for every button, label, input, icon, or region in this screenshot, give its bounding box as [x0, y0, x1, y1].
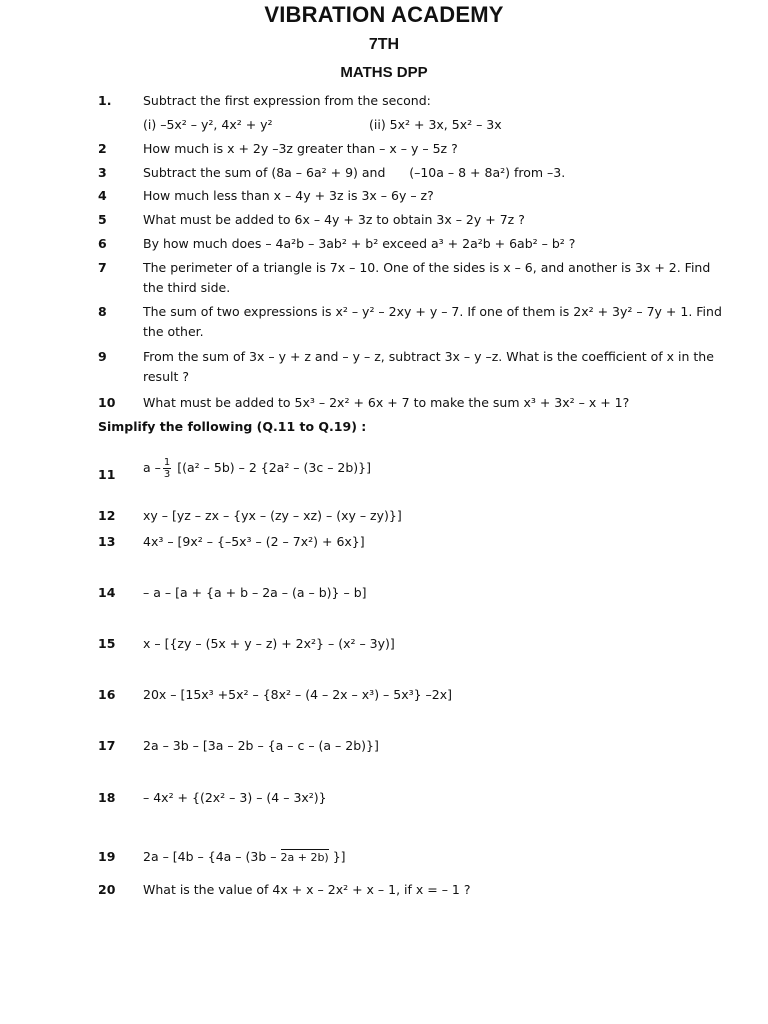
- question-expression: – a – [a + {a + b – 2a – (a – b)} – b]: [143, 585, 367, 600]
- question-number: 8: [98, 304, 107, 319]
- question-text: What is the value of 4x + x – 2x² + x – 1, if x = – 1 ?: [143, 882, 471, 897]
- question-1-part-ii: (ii) 5x² + 3x, 5x² – 3x: [369, 117, 502, 132]
- question-expression: [143, 457, 723, 480]
- fraction-denominator: 3: [163, 469, 171, 480]
- grade-heading: 7TH: [368, 36, 400, 53]
- question-expression: 20x – [15x³ +5x² – {8x² – (4 – 2x – x³) – 5x³} –2x]: [143, 687, 453, 702]
- question-text: The sum of two expressions is x² – y² – 2xy + y – 7. If one of them is 2x² + 3y² – 7y + 1. Find the other.: [143, 304, 722, 339]
- question-number: 14: [98, 585, 116, 600]
- expression-prefix: a –: [143, 460, 161, 475]
- question-number: 20: [98, 882, 116, 897]
- question-number: 6: [98, 236, 107, 251]
- question-expression: 4x³ – [9x² – {–5x³ – (2 – 7x²) + 6x}]: [143, 534, 365, 549]
- question-expression: x – [{zy – (5x + y – z) + 2x²} – (x² – 3y)]: [143, 636, 395, 651]
- document-title: VIBRATION ACADEMY: [264, 2, 504, 27]
- question-text: By how much does – 4a²b – 3ab² + b² exceed a³ + 2a²b + 6ab² – b² ?: [143, 236, 576, 251]
- question-text: What must be added to 5x³ – 2x² + 6x + 7 to make the sum x³ + 3x² – x + 1?: [143, 395, 630, 410]
- one-third-fraction: [163, 457, 171, 480]
- question-number: 16: [98, 687, 116, 702]
- question-number: 13: [98, 534, 116, 549]
- question-expression: [143, 847, 723, 868]
- question-expression: xy – [yz – zx – {yx – (zy – xz) – (xy – zy)}]: [143, 508, 402, 523]
- question-expression: 2a – 3b – [3a – 2b – {a – c – (a – 2b)}]: [143, 738, 379, 753]
- expression-suffix: }]: [328, 849, 346, 864]
- question-number: 15: [98, 636, 116, 651]
- question-number: 9: [98, 349, 107, 364]
- section-heading: Simplify the following (Q.11 to Q.19) :: [98, 419, 367, 434]
- question-number: 10: [98, 395, 116, 410]
- vinculum-term: 2a + 2b): [280, 851, 329, 864]
- question-number: 11: [98, 467, 116, 482]
- question-number: 17: [98, 738, 116, 753]
- question-number: 7: [98, 260, 107, 275]
- question-1-part-i: (i) –5x² – y², 4x² + y²: [143, 117, 273, 132]
- question-expression: – 4x² + {(2x² – 3) – (4 – 3x²)}: [143, 790, 327, 805]
- question-number: 3: [98, 165, 107, 180]
- question-text: What must be added to 6x – 4y + 3z to obtain 3x – 2y + 7z ?: [143, 212, 525, 227]
- question-number: 5: [98, 212, 107, 227]
- question-number: 12: [98, 508, 116, 523]
- question-text: How much is x + 2y –3z greater than – x – y – 5z ?: [143, 141, 458, 156]
- expression-suffix: [(a² – 5b) – 2 {2a² – (3c – 2b)}]: [173, 460, 372, 475]
- subject-heading: MATHS DPP: [340, 64, 428, 81]
- question-number: 18: [98, 790, 116, 805]
- question-number: 4: [98, 188, 107, 203]
- question-text: How much less than x – 4y + 3z is 3x – 6y – z?: [143, 188, 434, 203]
- question-number: 2: [98, 141, 107, 156]
- question-text: From the sum of 3x – y + z and – y – z, subtract 3x – y –z. What is the coefficient of x in the result ?: [143, 349, 714, 384]
- expression-prefix: 2a – [4b – {4a – (3b –: [143, 849, 281, 864]
- question-number: 19: [98, 849, 116, 864]
- question-text: The perimeter of a triangle is 7x – 10. One of the sides is x – 6, and another is 3x + 2. Find the third side.: [143, 260, 711, 295]
- question-number: 1.: [98, 93, 112, 108]
- question-text: Subtract the first expression from the second:: [143, 93, 431, 108]
- question-text: Subtract the sum of (8a – 6a² + 9) and (–10a – 8 + 8a²) from –3.: [143, 165, 566, 180]
- fraction-numerator: 1: [163, 457, 171, 468]
